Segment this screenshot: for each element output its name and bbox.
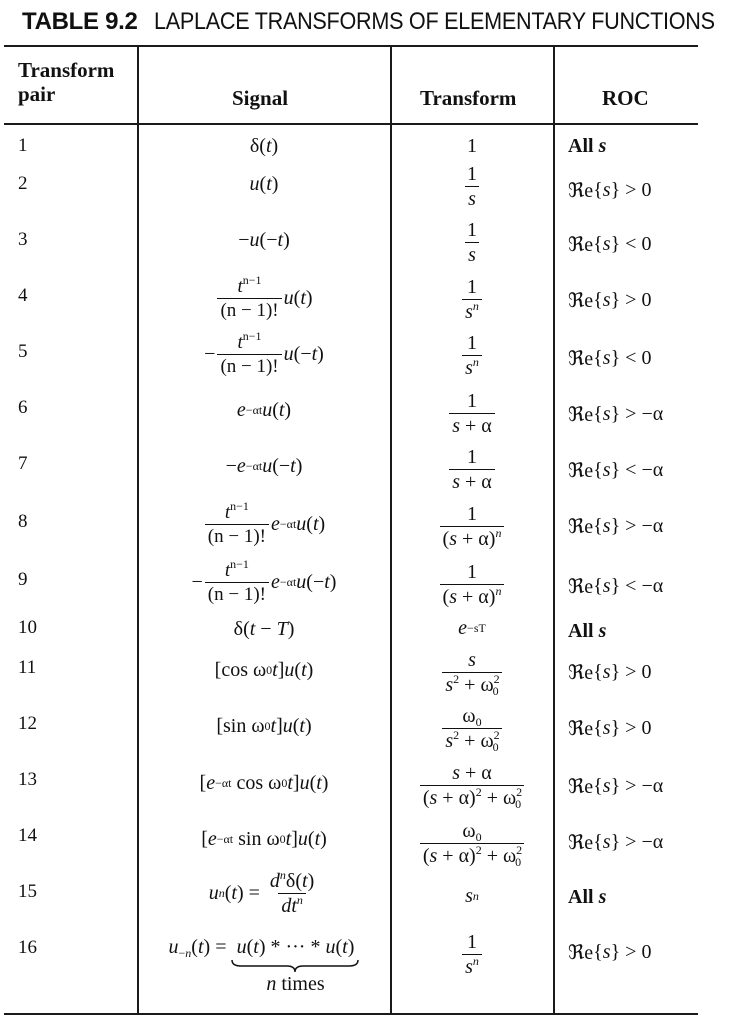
signal-cell: $\frac{t^{n-1}}{(n - 1)!}$ u ( t )	[139, 270, 389, 326]
signal-cell: [ e −αt sin ω 0 t ] u ( t )	[201, 827, 327, 850]
roc-cell: ℜe { s } > − α	[568, 830, 664, 854]
pair-number: 4	[18, 285, 28, 306]
roc-cell: ℜe { s } > 0	[568, 660, 652, 684]
signal-cell: e −αt u ( t )	[236, 398, 292, 421]
pair-number: 16	[18, 937, 37, 958]
table-name: LAPLACE TRANSFORMS OF ELEMENTARY FUNCTIONS	[153, 8, 715, 35]
header-roc: ROC	[602, 86, 649, 110]
transform-cell: 1	[467, 134, 477, 157]
roc-cell: ℜe { s } > 0	[568, 178, 652, 202]
table-title	[22, 8, 746, 42]
transform-cell: $\frac{1}{(s + \alpha)^n}$	[392, 556, 552, 612]
n-times-label: n times	[266, 973, 325, 995]
signal-cell: [cos ω 0 t ] u ( t )	[214, 658, 314, 681]
pair-number: 2	[18, 173, 28, 194]
signal-cell: − $\frac{t^{n-1}}{(n - 1)!}$ e −αt u ( − t )	[191, 556, 337, 605]
header-pair-line2: pair	[18, 82, 56, 106]
signal-cell: δ ( t − T )	[233, 617, 295, 640]
convolution-group: u(t) * ··· * u(t) n times	[231, 930, 359, 996]
roc-cell: ℜe { s } > 0	[568, 288, 652, 312]
transform-cell: $\frac{1}{s + \alpha}$	[392, 386, 552, 440]
signal-cell: − u ( − t )	[238, 228, 290, 251]
signal-cell: − $\frac{t^{n-1}}{(n - 1)!}$ u ( − t )	[204, 328, 324, 377]
transform-cell: $\frac{s + \alpha}{(s + \alpha)^2 + \omega^2_0}$	[392, 756, 552, 814]
signal-cell: − e −αt u ( − t )	[225, 454, 303, 477]
transform-cell: $\frac{1}{s}$	[467, 162, 477, 210]
pair-number: 10	[18, 617, 37, 638]
roc-cell: ℜe { s } < 0	[568, 346, 652, 370]
pair-number: 3	[18, 229, 28, 250]
roc-cell: ℜe { s } < − α	[568, 574, 664, 598]
transform-cell: $\frac{\omega_0}{(s + \alpha)^2 + \omega^2_0}$	[392, 814, 552, 872]
pair-number: 14	[18, 825, 37, 846]
transform-cell: $\frac{1}{s^n}$	[392, 926, 552, 982]
signal-cell: $\frac{t^{n-1}}{(n - 1)!}$ e −αt u ( t )	[139, 496, 389, 552]
bottom-rule	[4, 1013, 698, 1015]
roc-cell: ℜe { s } > − α	[568, 402, 664, 426]
column-divider-3	[553, 46, 555, 1014]
transform-cell: $\frac{s}{s^2 + \omega^2_0}$	[392, 644, 552, 700]
header-pair-line1: Transform	[18, 58, 115, 82]
table-number: TABLE 9.2	[22, 8, 138, 35]
roc-cell: ℜe { s } > 0	[568, 716, 652, 740]
pair-number: 12	[18, 713, 37, 734]
pair-number: 6	[18, 397, 28, 418]
pair-number: 13	[18, 769, 37, 790]
pair-number: 5	[18, 341, 28, 362]
roc-cell: All s	[568, 134, 607, 157]
header-rule	[4, 123, 698, 125]
header-signal: Signal	[232, 86, 289, 110]
signal-cell: δ ( t )	[249, 134, 279, 157]
signal-cell: u n ( t ) = $\frac{d^n\delta(t)}{dt^n}$	[208, 867, 315, 917]
transform-cell: e −sT	[458, 616, 486, 639]
roc-cell: ℜe { s } > − α	[568, 514, 664, 538]
transform-cell: $\frac{1}{(s + \alpha)^n}$	[392, 498, 552, 554]
roc-cell: ℜe { s } < 0	[568, 232, 652, 256]
transform-cell: $\frac{1}{s^n}$	[392, 328, 552, 382]
header-transform-pair	[18, 58, 114, 106]
signal-cell: u ( t )	[249, 172, 279, 195]
signal-cell: [ e −αt cos ω 0 t ] u ( t )	[199, 771, 329, 794]
roc-cell: ℜe { s } > − α	[568, 774, 664, 798]
pair-number: 7	[18, 453, 28, 474]
transform-cell: $\frac{1}{s}$	[467, 218, 477, 266]
roc-cell: All s	[568, 619, 607, 642]
pair-number: 1	[18, 135, 28, 156]
roc-cell: ℜe { s } > 0	[568, 940, 652, 964]
transform-cell: $\frac{1}{s + \alpha}$	[392, 442, 552, 496]
pair-number: 15	[18, 881, 37, 902]
signal-cell: $u_{-n}(t)$ = u(t) * ··· * u(t) n times	[139, 930, 389, 1004]
transform-cell: $\frac{1}{s^n}$	[392, 272, 552, 326]
roc-cell: All s	[568, 885, 607, 908]
transform-cell: s n	[465, 884, 479, 907]
underbrace-icon	[231, 959, 359, 973]
roc-cell: ℜe { s } < − α	[568, 458, 664, 482]
header-transform: Transform	[420, 86, 517, 110]
top-rule	[4, 45, 698, 47]
pair-number: 9	[18, 569, 28, 590]
pair-number: 11	[18, 657, 37, 678]
transform-cell: $\frac{\omega_0}{s^2 + \omega^2_0}$	[392, 700, 552, 756]
pair-number: 8	[18, 511, 28, 532]
signal-cell: [sin ω 0 t ] u ( t )	[216, 714, 312, 737]
